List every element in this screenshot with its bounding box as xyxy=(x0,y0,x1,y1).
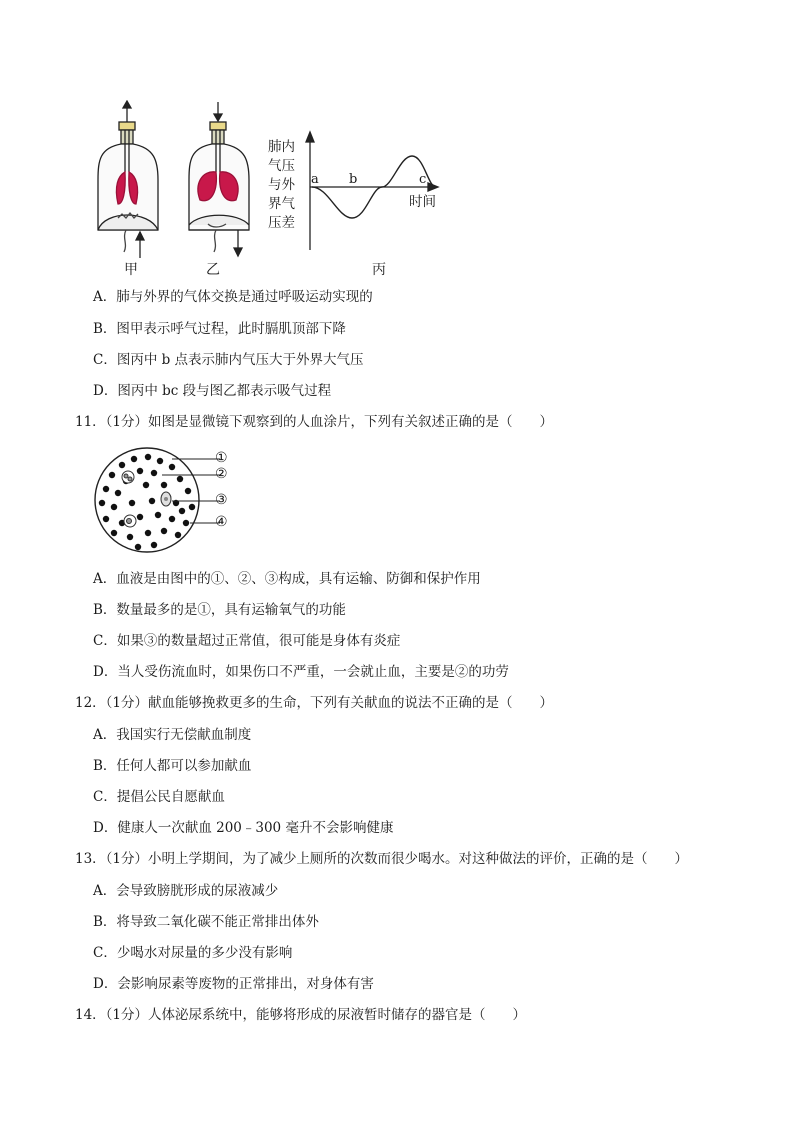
q12-option-c: C．提倡公民自愿献血 xyxy=(93,789,225,805)
y-axis-label-line: 气压 xyxy=(268,158,295,174)
smear-marker-3: ③ xyxy=(215,492,228,508)
q11-option-d: D．当人受伤流血时，如果伤口不严重，一会就止血，主要是②的功劳 xyxy=(93,664,509,680)
q10-option-c: C．图丙中 b 点表示肺内气压大于外界大气压 xyxy=(93,352,364,368)
y-axis-label-line: 肺内 xyxy=(268,139,295,155)
q10-option-b: B．图甲表示呼气过程，此时膈肌顶部下降 xyxy=(93,321,346,337)
q10-option-d: D．图丙中 bc 段与图乙都表示吸气过程 xyxy=(93,383,332,399)
q13-option-b: B．将导致二氧化碳不能正常排出体外 xyxy=(93,914,319,930)
q12-stem: 12．（1分）献血能够挽救更多的生命，下列有关献血的说法不正确的是（ ） xyxy=(75,695,554,711)
q11-option-a: A．血液是由图中的①、②、③构成，具有运输、防御和保护作用 xyxy=(93,571,481,587)
figure-label-yi: 乙 xyxy=(206,262,220,278)
x-axis-label: 时间 xyxy=(409,194,436,210)
figure-label-jia: 甲 xyxy=(124,262,138,278)
point-c-label: c xyxy=(419,172,427,187)
point-a-label: a xyxy=(311,172,319,187)
point-b-label: b xyxy=(349,172,358,187)
q11-stem: 11．（1分）如图是显微镜下观察到的人血涂片，下列有关叙述正确的是（ ） xyxy=(75,414,554,430)
pressure-chart xyxy=(306,132,438,250)
q13-stem: 13．（1分）小明上学期间，为了减少上厕所的次数而很少喝水。对这种做法的评价，正确的是（ ） xyxy=(75,851,689,867)
q12-option-b: B．任何人都可以参加献血 xyxy=(93,758,252,774)
smear-marker-4: ④ xyxy=(215,514,228,530)
y-axis-label-line: 与外 xyxy=(268,177,295,193)
smear-marker-1: ① xyxy=(215,450,228,466)
q14-stem: 14．（1分）人体泌尿系统中，能够将形成的尿液暂时储存的器官是（ ） xyxy=(75,1007,527,1023)
q13-option-d: D．会影响尿素等废物的正常排出，对身体有害 xyxy=(93,976,374,992)
figure-label-bing: 丙 xyxy=(372,262,386,278)
y-axis-label-line: 压差 xyxy=(268,215,295,231)
q10-option-a: A．肺与外界的气体交换是通过呼吸运动实现的 xyxy=(93,289,373,305)
smear-marker-2: ② xyxy=(215,466,228,482)
q12-option-a: A．我国实行无偿献血制度 xyxy=(93,727,252,743)
q12-option-d: D．健康人一次献血 200﹣300 毫升不会影响健康 xyxy=(93,820,394,836)
y-axis-label-line: 界气 xyxy=(268,196,295,212)
bell-jar-jia xyxy=(98,101,158,258)
q11-option-b: B．数量最多的是①，具有运输氧气的功能 xyxy=(93,602,346,618)
q11-option-c: C．如果③的数量超过正常值，很可能是身体有炎症 xyxy=(93,633,401,649)
q13-option-c: C．少喝水对尿量的多少没有影响 xyxy=(93,945,293,961)
q13-option-a: A．会导致膀胱形成的尿液减少 xyxy=(93,883,279,899)
bell-jar-yi xyxy=(189,102,249,256)
y-axis-label xyxy=(268,138,300,233)
